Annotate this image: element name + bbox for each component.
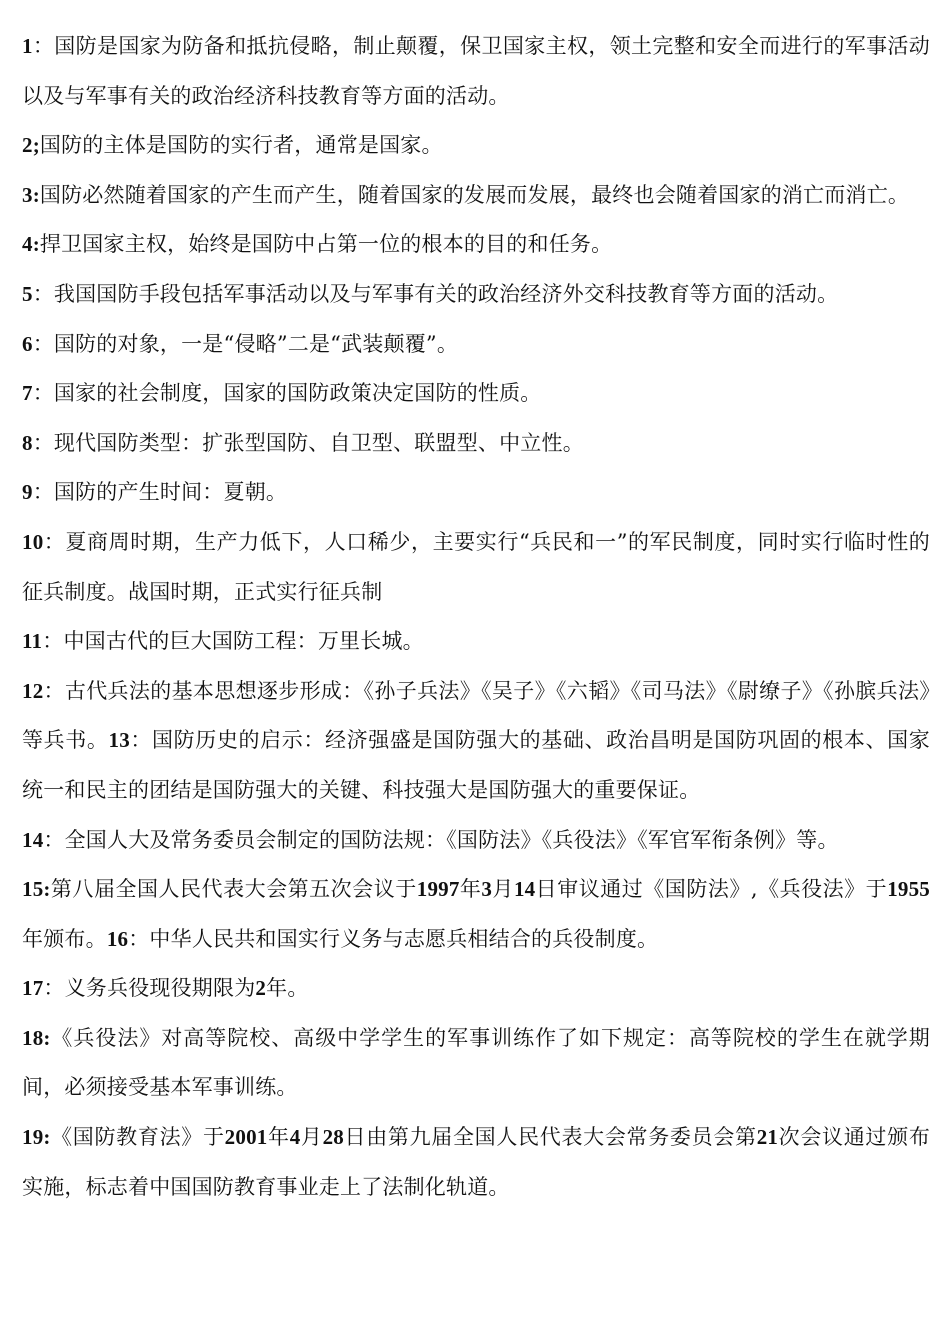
item-text: 国家的社会制度，国家的国防政策决定国防的性质。 <box>53 381 542 406</box>
item-number: 11 <box>22 629 43 654</box>
item-number: 3: <box>22 182 40 207</box>
year-value-2: 1955 <box>887 877 930 902</box>
item-separator: ： <box>32 331 54 356</box>
item-number: 5 <box>22 281 33 306</box>
item-separator: ： <box>32 480 54 505</box>
paragraph-10 <box>22 518 930 617</box>
paragraph-17 <box>22 964 930 1014</box>
paragraph-19 <box>22 1113 930 1212</box>
day-value: 14 <box>513 877 536 902</box>
item-text: 义务兵役现役期限为 <box>64 976 256 1001</box>
item-text: 国防的产生时间：夏朝。 <box>53 480 288 505</box>
item-text: 《国防教育法》于 <box>50 1125 225 1150</box>
item-text: 《兵役法》对高等院校、高级中学学生的军事训练作了如下规定：高等院校的学生在就学期间，必须接受基本军事训练。 <box>22 1025 930 1100</box>
paragraph-7 <box>22 369 930 419</box>
item-number-13: 13 <box>108 728 130 753</box>
item-number-16: 16 <box>106 926 129 951</box>
paragraph-3 <box>22 171 930 221</box>
item-number: 17 <box>22 976 44 1001</box>
item-text: 日由第九届全国人民代表大会常务委员会第 <box>344 1125 757 1150</box>
paragraph-4 <box>22 220 930 270</box>
day-value: 28 <box>322 1125 344 1150</box>
item-text: 中国古代的巨大国防工程：万里长城。 <box>63 629 424 654</box>
item-number: 14 <box>22 827 44 852</box>
item-text: 第八届全国人民代表大会第五次会议于 <box>50 877 417 902</box>
item-text-13: 国防历史的启示：经济强盛是国防强大的基础、政治昌明是国防巩固的根本、国家统一和民主的团结是国防强大的关键、科技强大是国防强大的重要保证。 <box>22 728 930 802</box>
year-value: 1997 <box>416 877 460 902</box>
item-text: 月 <box>300 1125 323 1150</box>
item-number: 6 <box>22 331 33 356</box>
item-separator: ： <box>43 678 65 703</box>
item-text: 全国人大及常务委员会制定的国防法规：《国防法》《兵役法》《军官军衔条例》等。 <box>64 827 839 852</box>
item-number: 4: <box>22 232 40 257</box>
paragraph-1 <box>22 22 930 121</box>
item-text: 日审议通过《国防法》,《兵役法》于 <box>535 877 888 902</box>
item-text: 年 <box>459 877 482 902</box>
item-separator: ： <box>43 976 65 1001</box>
item-separator: ： <box>32 281 54 306</box>
item-text: 古代兵法的基本思想逐步形成：《孙子兵法》《吴子》《六韬》《司马法》《尉缭子》《孙膑兵法》等兵书。 <box>22 678 931 753</box>
item-text: 年。 <box>266 976 309 1001</box>
item-text: 次会议通过颁布实施，标志着中国国防教育事业走上了法制化轨道。 <box>22 1125 931 1199</box>
item-text: 我国国防手段包括军事活动以及与军事有关的政治经济外交科技教育等方面的活动。 <box>53 281 839 306</box>
item-number: 12 <box>22 678 44 703</box>
item-number: 2; <box>22 133 40 158</box>
item-text: 国防的对象，一是“侵略”二是“武装颠覆”。 <box>53 331 459 356</box>
paragraph-8 <box>22 419 930 469</box>
item-separator: ： <box>43 827 65 852</box>
item-text: 捍卫国家主权，始终是国防中占第一位的根本的目的和任务。 <box>39 232 613 257</box>
item-number: 19: <box>22 1125 51 1150</box>
paragraph-6 <box>22 320 930 370</box>
item-text: 国防的主体是国防的实行者，通常是国家。 <box>39 133 443 158</box>
document-body <box>22 22 930 1212</box>
item-separator: ： <box>43 529 66 554</box>
item-separator: ： <box>128 926 150 951</box>
item-separator: ： <box>32 34 55 58</box>
item-number: 1 <box>22 34 33 58</box>
item-number: 15: <box>22 877 51 902</box>
item-text: 国防必然随着国家的产生而产生，随着国家的发展而发展，最终也会随着国家的消亡而消亡。 <box>39 182 910 207</box>
item-text: 现代国防类型：扩张型国防、自卫型、联盟型、中立性。 <box>53 430 584 455</box>
session-number: 21 <box>756 1125 779 1150</box>
term-value: 2 <box>255 976 267 1001</box>
item-separator: ： <box>42 629 64 654</box>
item-separator: ： <box>129 728 152 753</box>
paragraph-5 <box>22 270 930 320</box>
paragraph-18 <box>22 1014 930 1113</box>
item-number: 10 <box>22 529 44 554</box>
month-value: 3 <box>481 877 493 902</box>
item-number: 18: <box>22 1025 51 1050</box>
month-value: 4 <box>289 1125 301 1150</box>
item-text: 月 <box>492 877 514 902</box>
item-text: 年 <box>267 1125 290 1150</box>
paragraph-12 <box>22 667 930 816</box>
item-separator: ： <box>32 381 54 406</box>
item-number: 9 <box>22 480 33 505</box>
item-separator: ： <box>32 430 54 455</box>
paragraph-9 <box>22 468 930 518</box>
paragraph-11 <box>22 617 930 667</box>
item-number: 7 <box>22 381 33 406</box>
item-text: 国防是国家为防备和抵抗侵略，制止颠覆，保卫国家主权，领土完整和安全而进行的军事活动以及与军事有关的政治经济科技教育等方面的活动。 <box>22 34 930 108</box>
item-text: 年颁布。 <box>22 926 107 951</box>
year-value: 2001 <box>224 1125 268 1150</box>
item-number: 8 <box>22 430 33 455</box>
item-text: 夏商周时期，生产力低下，人口稀少，主要实行“兵民和一”的军民制度，同时实行临时性的征兵制度。战国时期，正式实行征兵制 <box>22 529 930 604</box>
paragraph-2 <box>22 121 930 171</box>
item-text-16: 中华人民共和国实行义务与志愿兵相结合的兵役制度。 <box>149 926 659 951</box>
paragraph-14 <box>22 816 930 866</box>
paragraph-15 <box>22 865 930 964</box>
